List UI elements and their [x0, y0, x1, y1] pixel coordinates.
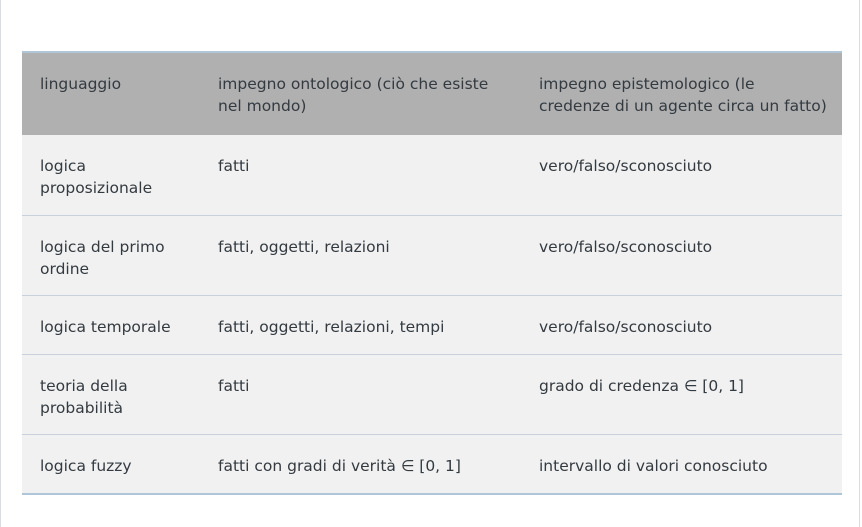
table-row	[22, 215, 842, 295]
cell-ontological: fatti con gradi di verità ∈ [0, 1]	[200, 434, 521, 494]
cell-ontological: fatti	[200, 354, 521, 434]
languages-commitment-table	[22, 51, 842, 495]
cell-ontological: fatti, oggetti, relazioni, tempi	[200, 295, 521, 354]
table-row	[22, 354, 842, 434]
cell-epistemological: grado di credenza ∈ [0, 1]	[521, 354, 842, 434]
table-row	[22, 135, 842, 215]
cell-language: logica temporale	[22, 295, 200, 354]
cell-language: logica fuzzy	[22, 434, 200, 494]
cell-epistemological: vero/falso/sconosciuto	[521, 295, 842, 354]
cell-ontological: fatti	[218, 157, 250, 175]
table-row	[22, 295, 842, 354]
header-epistemological-commitment: impegno epistemologico (le credenze di un agente circa un fatto)	[521, 52, 842, 135]
header-ontological-commitment: impegno ontologico (ciò che esiste nel mondo)	[200, 52, 521, 135]
cell-ontological: fatti, oggetti, relazioni	[200, 215, 521, 295]
cell-language: logica del primo ordine	[22, 215, 200, 295]
cell-epistemological: intervallo di valori conosciuto	[521, 434, 842, 494]
header-language: linguaggio	[22, 52, 200, 135]
table-row	[22, 434, 842, 494]
cell-language: teoria della probabilità	[22, 354, 200, 434]
cell-language: logica proposizionale	[40, 157, 153, 197]
cell-epistemological: vero/falso/sconosciuto	[521, 215, 842, 295]
table-header-row	[22, 52, 842, 135]
cell-epistemological: vero/falso/sconosciuto	[539, 157, 713, 175]
